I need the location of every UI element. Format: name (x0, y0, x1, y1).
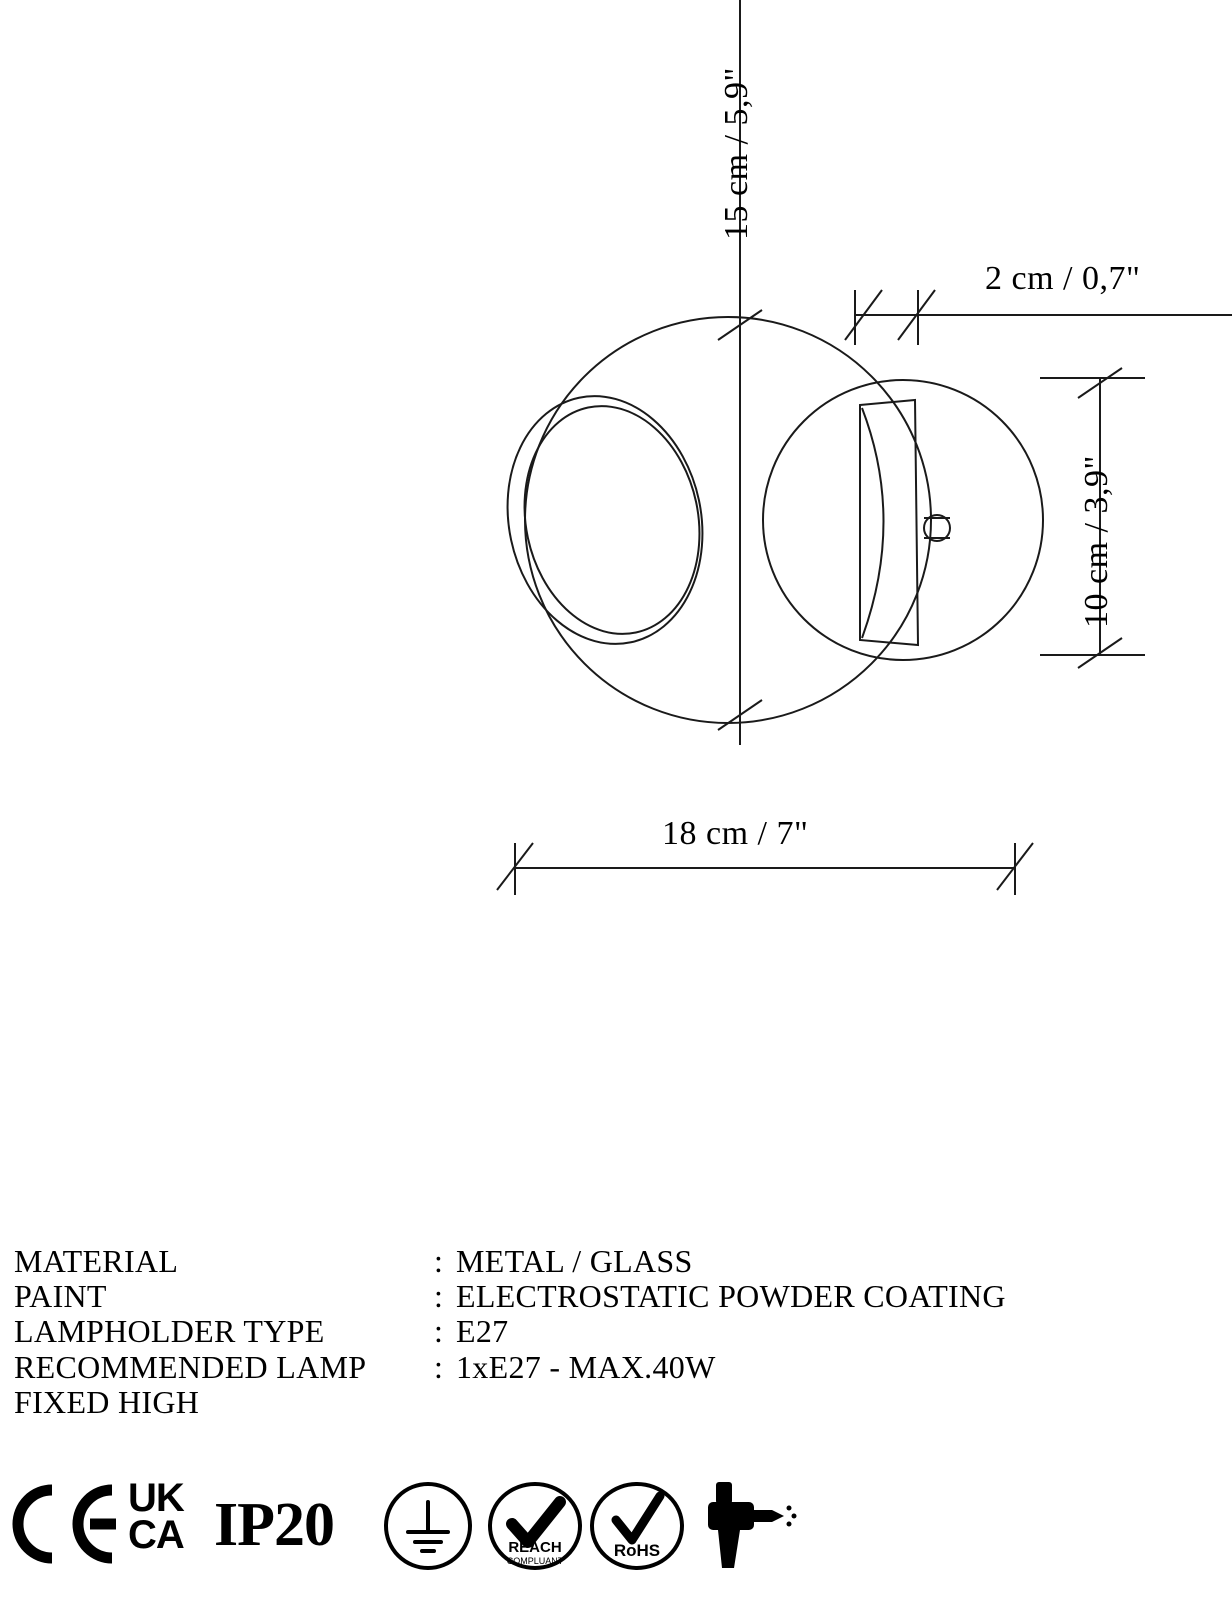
spec-value-lampholder-type: E27 (456, 1313, 509, 1350)
glass-diffuser-outer (485, 378, 725, 662)
dimension-label-height: 15 cm / 5,9" (718, 67, 755, 240)
spec-row-paint (14, 1279, 1164, 1314)
dimension-label-depth: 2 cm / 0,7" (985, 260, 1141, 297)
rohs-compliant-icon (590, 1480, 684, 1572)
spec-row-lampholder-type (14, 1314, 1164, 1349)
ce-mark-icon (4, 1476, 124, 1572)
svg-text:REACH: REACH (508, 1539, 562, 1556)
spec-row-fixed-high (14, 1385, 1164, 1420)
drill-tool-icon (690, 1476, 800, 1576)
ukca-mark-icon (128, 1476, 184, 1557)
ukca-line-2: CA (128, 1512, 184, 1557)
spec-value-paint: ELECTROSTATIC POWDER COATING (456, 1278, 1006, 1315)
spec-label-fixed-high: FIXED HIGH (14, 1383, 200, 1420)
spec-row-material (14, 1244, 1164, 1279)
shade-neck-seam (862, 408, 884, 638)
specifications-table (14, 1244, 1164, 1420)
earth-ground-icon (382, 1480, 474, 1572)
reach-compliant-icon (488, 1480, 582, 1572)
spec-label-paint: PAINT (14, 1278, 107, 1315)
certification-badges (0, 1476, 1232, 1586)
spec-label-lampholder-type: LAMPHOLDER TYPE (14, 1313, 325, 1350)
spec-value-material: METAL / GLASS (456, 1243, 693, 1279)
glass-diffuser-inner (504, 390, 720, 651)
ukca-line-1: UK (128, 1476, 184, 1520)
svg-text:RoHS: RoHS (613, 1541, 661, 1560)
spec-separator: : (434, 1278, 443, 1315)
lamp-sphere-shade (525, 317, 931, 723)
set-screw-slot (924, 518, 950, 538)
svg-text:COMPLUANT: COMPLUANT (506, 1556, 564, 1566)
spec-separator: : (434, 1348, 443, 1385)
spec-row-recommended-lamp (14, 1350, 1164, 1385)
spec-label-recommended-lamp: RECOMMENDED LAMP (14, 1348, 367, 1385)
spec-label-material: MATERIAL (14, 1243, 179, 1279)
wall-backplate (763, 380, 1043, 660)
spec-separator: : (434, 1243, 443, 1279)
dimension-label-width: 18 cm / 7" (662, 815, 809, 852)
dimension-label-backplate: 10 cm / 3,9" (1078, 455, 1115, 628)
spec-value-recommended-lamp: 1xE27 - MAX.40W (456, 1348, 716, 1385)
lamp-neck (860, 400, 918, 645)
ip-rating-label: IP20 (214, 1491, 334, 1559)
spec-separator: : (434, 1313, 443, 1350)
